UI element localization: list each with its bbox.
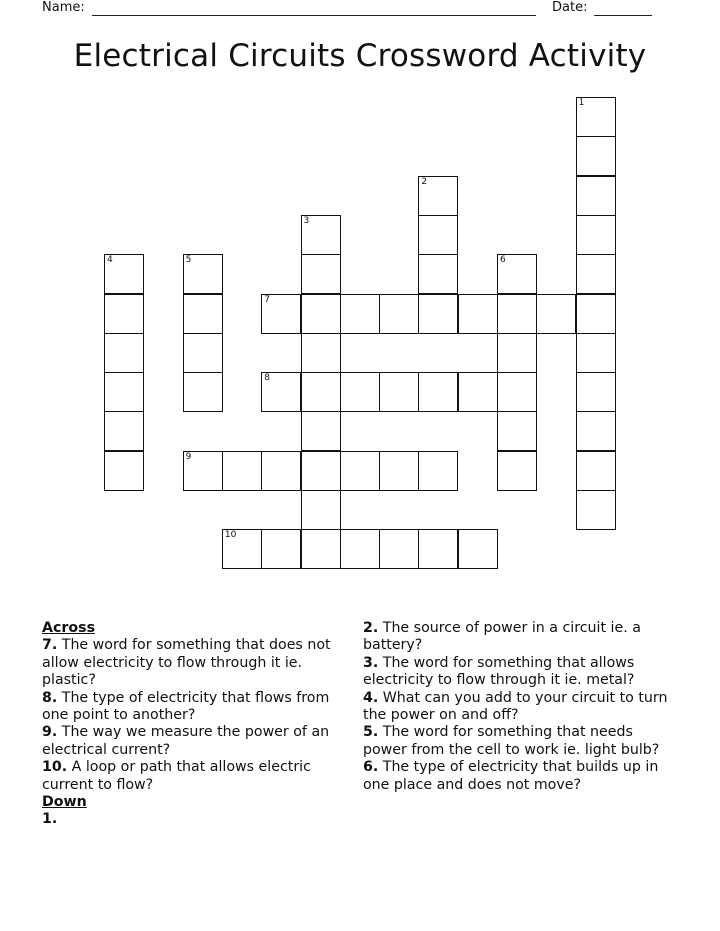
crossword-cell[interactable] [301, 215, 341, 255]
crossword-cell[interactable] [104, 333, 144, 373]
crossword-cell[interactable] [576, 411, 616, 451]
crossword-cell[interactable] [340, 451, 380, 491]
crossword-cell[interactable] [497, 294, 537, 334]
clue-number-label: 10 [224, 530, 237, 541]
across-clue-list [42, 637, 354, 794]
crossword-cell[interactable] [183, 372, 223, 412]
clue-text: A loop or path that allows electric current to flow? [42, 759, 311, 793]
crossword-cell[interactable] [104, 254, 144, 294]
crossword-cell[interactable] [497, 333, 537, 373]
crossword-cell[interactable] [301, 372, 341, 412]
crossword-cell[interactable] [183, 254, 223, 294]
clue-number: 6. [363, 759, 379, 776]
clues-right-column [363, 620, 681, 794]
date-field[interactable] [594, 15, 652, 16]
crossword-cell[interactable] [576, 254, 616, 294]
down-clue-list [363, 620, 681, 794]
clue-number-label: 8 [264, 373, 270, 384]
clue-number-label: 1 [578, 98, 585, 108]
clue-number-label: 7 [264, 294, 270, 305]
clue-number: 8. [42, 689, 58, 706]
down-clue [363, 724, 681, 759]
crossword-cell[interactable] [418, 254, 458, 294]
clue-number: 3. [363, 654, 379, 671]
crossword-cell[interactable] [301, 529, 341, 569]
clue-number-label: 4 [107, 255, 113, 266]
across-heading: Across [42, 620, 96, 636]
date-label: Date: [552, 0, 588, 15]
crossword-cell[interactable] [418, 176, 458, 216]
clues-left-column [42, 620, 354, 829]
clue-number: 5. [363, 724, 379, 741]
crossword-cell[interactable] [301, 294, 341, 334]
clue-text: The way we measure the power of an electrical current? [42, 724, 330, 758]
crossword-cell[interactable] [340, 372, 380, 412]
crossword-cell[interactable] [458, 294, 498, 334]
clue-text: What can you add to your circuit to turn the power on and off? [363, 689, 668, 724]
clue-number: 10. [42, 759, 68, 776]
crossword-cell[interactable] [379, 451, 419, 491]
down-clue [363, 759, 681, 794]
clue-text: The type of electricity that flows from one point to another? [42, 689, 330, 724]
crossword-cell[interactable] [261, 451, 301, 491]
crossword-cell[interactable] [301, 411, 341, 451]
crossword-cell[interactable] [301, 333, 341, 373]
across-clue [42, 637, 354, 689]
crossword-cell[interactable] [261, 529, 301, 569]
crossword-cell[interactable] [104, 411, 144, 451]
crossword-cell[interactable] [576, 215, 616, 255]
crossword-cell[interactable] [576, 372, 616, 412]
crossword-cell[interactable] [576, 333, 616, 373]
name-label: Name: [42, 0, 85, 15]
crossword-cell[interactable] [379, 372, 419, 412]
crossword-cell[interactable] [222, 529, 262, 569]
crossword-cell[interactable] [301, 490, 341, 530]
clue-number: 1. [42, 811, 58, 828]
down-heading: Down [42, 794, 87, 811]
crossword-cell[interactable] [183, 333, 223, 373]
clue-number-label: 6 [500, 255, 506, 266]
crossword-cell[interactable] [576, 451, 616, 491]
crossword-cell[interactable] [379, 294, 419, 334]
crossword-cell[interactable] [576, 490, 616, 530]
clue-text: The word for something that needs power from the cell to work ie. light bulb? [363, 724, 660, 758]
crossword-cell[interactable] [379, 529, 419, 569]
name-field[interactable] [92, 15, 536, 16]
across-clue [42, 690, 354, 725]
clue-number: 9. [42, 724, 58, 741]
crossword-cell[interactable] [418, 294, 458, 334]
crossword-cell[interactable] [418, 529, 458, 569]
across-clue [42, 724, 354, 759]
crossword-cell[interactable] [458, 372, 498, 412]
crossword-cell[interactable] [418, 215, 458, 255]
crossword-cell[interactable] [104, 372, 144, 412]
down-clue [363, 690, 681, 725]
clue-number: 7. [42, 637, 58, 654]
crossword-cell[interactable] [183, 451, 223, 491]
crossword-cell[interactable] [301, 451, 341, 491]
clue-text: The word for something that does not allow electricity to flow through it ie. plastic? [42, 637, 331, 689]
crossword-cell[interactable] [261, 372, 301, 412]
clue-text: The type of electricity that builds up in one place and does not move? [363, 759, 659, 793]
crossword-cell[interactable] [104, 294, 144, 334]
crossword-cell[interactable] [497, 372, 537, 412]
crossword-cell[interactable] [261, 294, 301, 334]
crossword-cell[interactable] [340, 294, 380, 334]
down-clue-1 [42, 811, 354, 828]
crossword-cell[interactable] [576, 294, 616, 334]
clue-number: 2. [363, 620, 379, 636]
clue-number-label: 5 [185, 255, 192, 266]
clue-number-label: 2 [421, 176, 428, 187]
header [0, 0, 720, 20]
clue-text: The word for something that allows electricity to flow through it ie. metal? [363, 654, 635, 689]
clue-number-label: 9 [185, 451, 192, 462]
page-title: Electrical Circuits Crossword Activity [73, 38, 647, 74]
down-clue [363, 620, 681, 655]
crossword-cell[interactable] [458, 529, 498, 569]
crossword-cell[interactable] [418, 372, 458, 412]
crossword-cell[interactable] [576, 136, 616, 176]
clue-text: The source of power in a circuit ie. a battery? [363, 620, 641, 654]
crossword-cell[interactable] [104, 451, 144, 491]
crossword-cell[interactable] [301, 254, 341, 294]
crossword-cell[interactable] [222, 451, 262, 491]
crossword-cell[interactable] [497, 411, 537, 451]
crossword-cell[interactable] [340, 529, 380, 569]
clue-number: 4. [363, 689, 379, 706]
crossword-cell[interactable] [536, 294, 576, 334]
crossword-cell[interactable] [497, 254, 537, 294]
clue-number-label: 3 [303, 215, 310, 226]
crossword-cell[interactable] [418, 451, 458, 491]
across-clue [42, 759, 354, 794]
crossword-cell[interactable] [576, 176, 616, 216]
crossword-cell[interactable] [576, 97, 616, 137]
crossword-cell[interactable] [497, 451, 537, 491]
crossword-cell[interactable] [183, 294, 223, 334]
down-clue [363, 655, 681, 690]
